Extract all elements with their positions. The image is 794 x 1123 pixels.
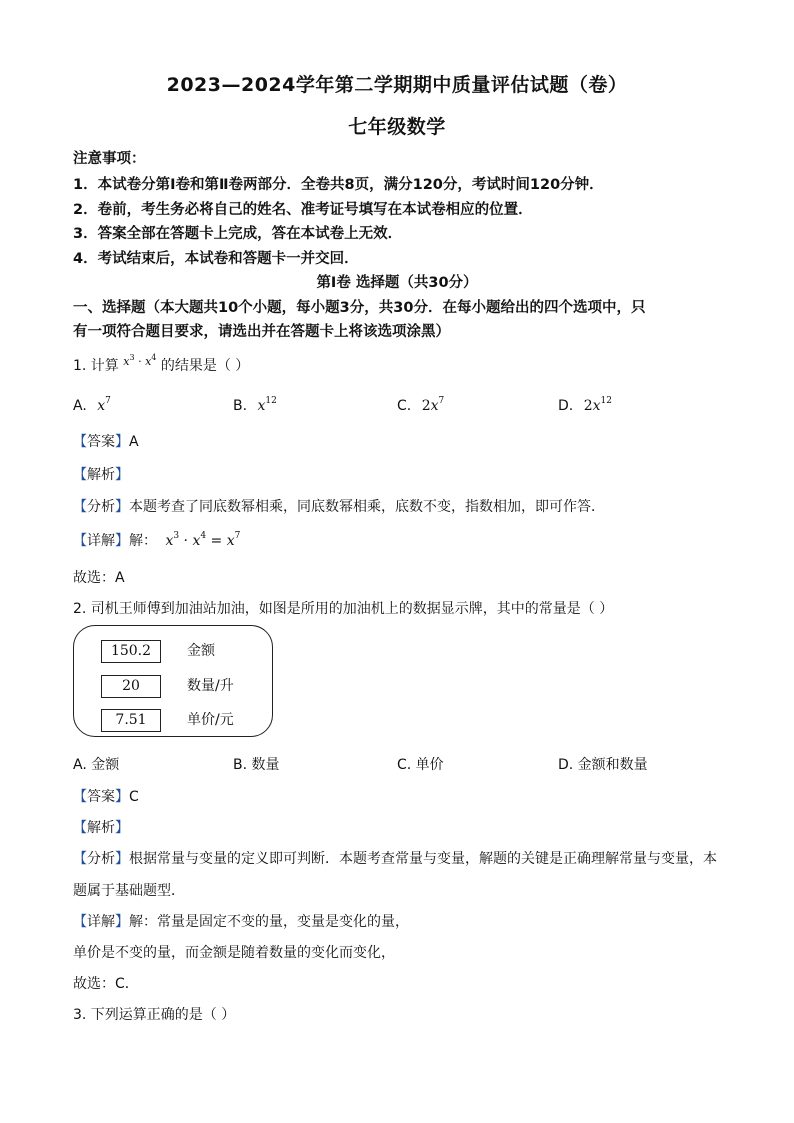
exam-title: 2023—2024学年第二学期期中质量评估试题（卷） [166,74,628,96]
q1-conclusion: 故选：A [73,570,125,586]
q2-fenxi-tag: 分析 [87,851,115,867]
section-instruction-line2: 有一项符合题目要求，请选出并在答题卡上将该选项涂黑） [73,324,450,340]
q3-stem: 3. 下列运算正确的是（ ） [73,1007,236,1023]
q2-detail-tag: 详解 [87,914,115,930]
q1-option-c-label: C. [397,398,412,414]
section-title: 第Ⅰ卷 选择题（共30分） [316,275,478,291]
q2-option-b: B. 数量 [233,757,280,773]
q2-answer: 【答案】C [73,789,139,805]
q2-detail-line1: 【详解】解：常量是固定不变的量，变量是变化的量， [73,914,409,930]
q1-answer: 【答案】A [73,434,139,450]
q1-detail: 【详解】解： $x^3 \cdot x^4 = x^7$ [73,531,241,549]
q1-detail-tag: 详解 [87,533,115,549]
q1-analysis-heading: 【解析】 [73,467,129,483]
q1-fenxi: 【分析】本题考查了同底数幂相乘，同底数幂相乘，底数不变，指数相加，即可作答． [73,499,605,515]
q2-fenxi-line1: 【分析】根据常量与变量的定义即可判断．本题考查常量与变量，解题的关键是正确理解常量与变量，本 [73,851,717,867]
q1-option-d-math: $2x^{12}$ [583,396,612,414]
q2-option-d: D. 金额和数量 [558,757,648,773]
q1-option-d [558,396,612,414]
q1-option-a-math: $x^7$ [97,396,111,414]
pump-label-quantity: 数量/升 [187,678,234,694]
q2-conclusion: 故选：C． [73,976,139,992]
q1-option-a-label: A. [73,398,87,414]
q2-analysis-heading: 【解析】 [73,820,129,836]
pump-value-quantity: 20 [101,675,161,698]
q1-stem-prefix: 1. 计算 [73,358,119,374]
q1-stem [73,355,249,375]
note-item-2: 2．卷前，考生务必将自己的姓名、准考证号填写在本试卷相应的位置． [73,202,533,218]
exam-subtitle: 七年级数学 [348,116,446,138]
q2-answer-tag: 答案 [87,789,115,805]
q1-analysis-tag: 解析 [87,467,115,483]
q1-option-b-math: $x^{12}$ [257,396,277,414]
note-item-1: 1．本试卷分第Ⅰ卷和第Ⅱ卷两部分．全卷共8页，满分120分，考试时间120分钟． [73,177,604,193]
q2-detail-line2: 单价是不变的量，而金额是随着数量的变化而变化， [73,945,395,961]
q2-fenxi-line2: 题属于基础题型． [73,883,185,899]
notes-heading: 注意事项： [73,151,146,167]
pump-value-amount: 150.2 [101,640,161,663]
q2-stem: 2. 司机王师傅到加油站加油，如图是所用的加油机上的数据显示牌，其中的常量是（ ） [73,601,614,617]
q2-option-c: C. 单价 [397,757,444,773]
q1-option-d-label: D. [558,398,574,414]
pump-label-unit-price: 单价/元 [187,712,234,728]
q2-analysis-tag: 解析 [87,820,115,836]
q1-fenxi-text: 本题考查了同底数幂相乘，同底数幂相乘，底数不变，指数相加，即可作答． [129,499,605,515]
note-item-3: 3．答案全部在答题卡上完成，答在本试卷上无效． [73,226,403,242]
q1-stem-suffix: 的结果是（ ） [160,358,250,374]
q1-detail-equation: $x^3 \cdot x^4 = x^7$ [165,531,241,549]
q2-option-a: A. 金额 [73,757,120,773]
q1-option-a [73,396,111,414]
note-item-4: 4．考试结束后，本试卷和答题卡一并交回． [73,251,359,267]
q2-detail-text-1: 解：常量是固定不变的量，变量是变化的量， [129,914,409,930]
q1-option-b [233,396,277,414]
section-instruction-line1: 一、选择题（本大题共10个小题，每小题3分，共30分．在每小题给出的四个选项中，只 [73,300,646,316]
q1-detail-prefix: 解： [129,533,157,549]
q1-fenxi-tag: 分析 [87,499,115,515]
pump-label-amount: 金额 [187,643,215,659]
q2-fenxi-text-1: 根据常量与变量的定义即可判断．本题考查常量与变量，解题的关键是正确理解常量与变量，本 [129,851,717,867]
q1-answer-tag: 答案 [87,434,115,450]
q1-answer-value: A [129,434,139,450]
fuel-pump-display [73,625,273,737]
q1-option-c [397,396,444,414]
q2-answer-value: C [129,789,139,805]
pump-value-unit-price: 7.51 [101,709,161,732]
q1-expression: x3 · x4 [123,353,157,368]
q1-option-c-math: $2x^7$ [421,396,445,414]
q1-option-b-label: B. [233,398,248,414]
